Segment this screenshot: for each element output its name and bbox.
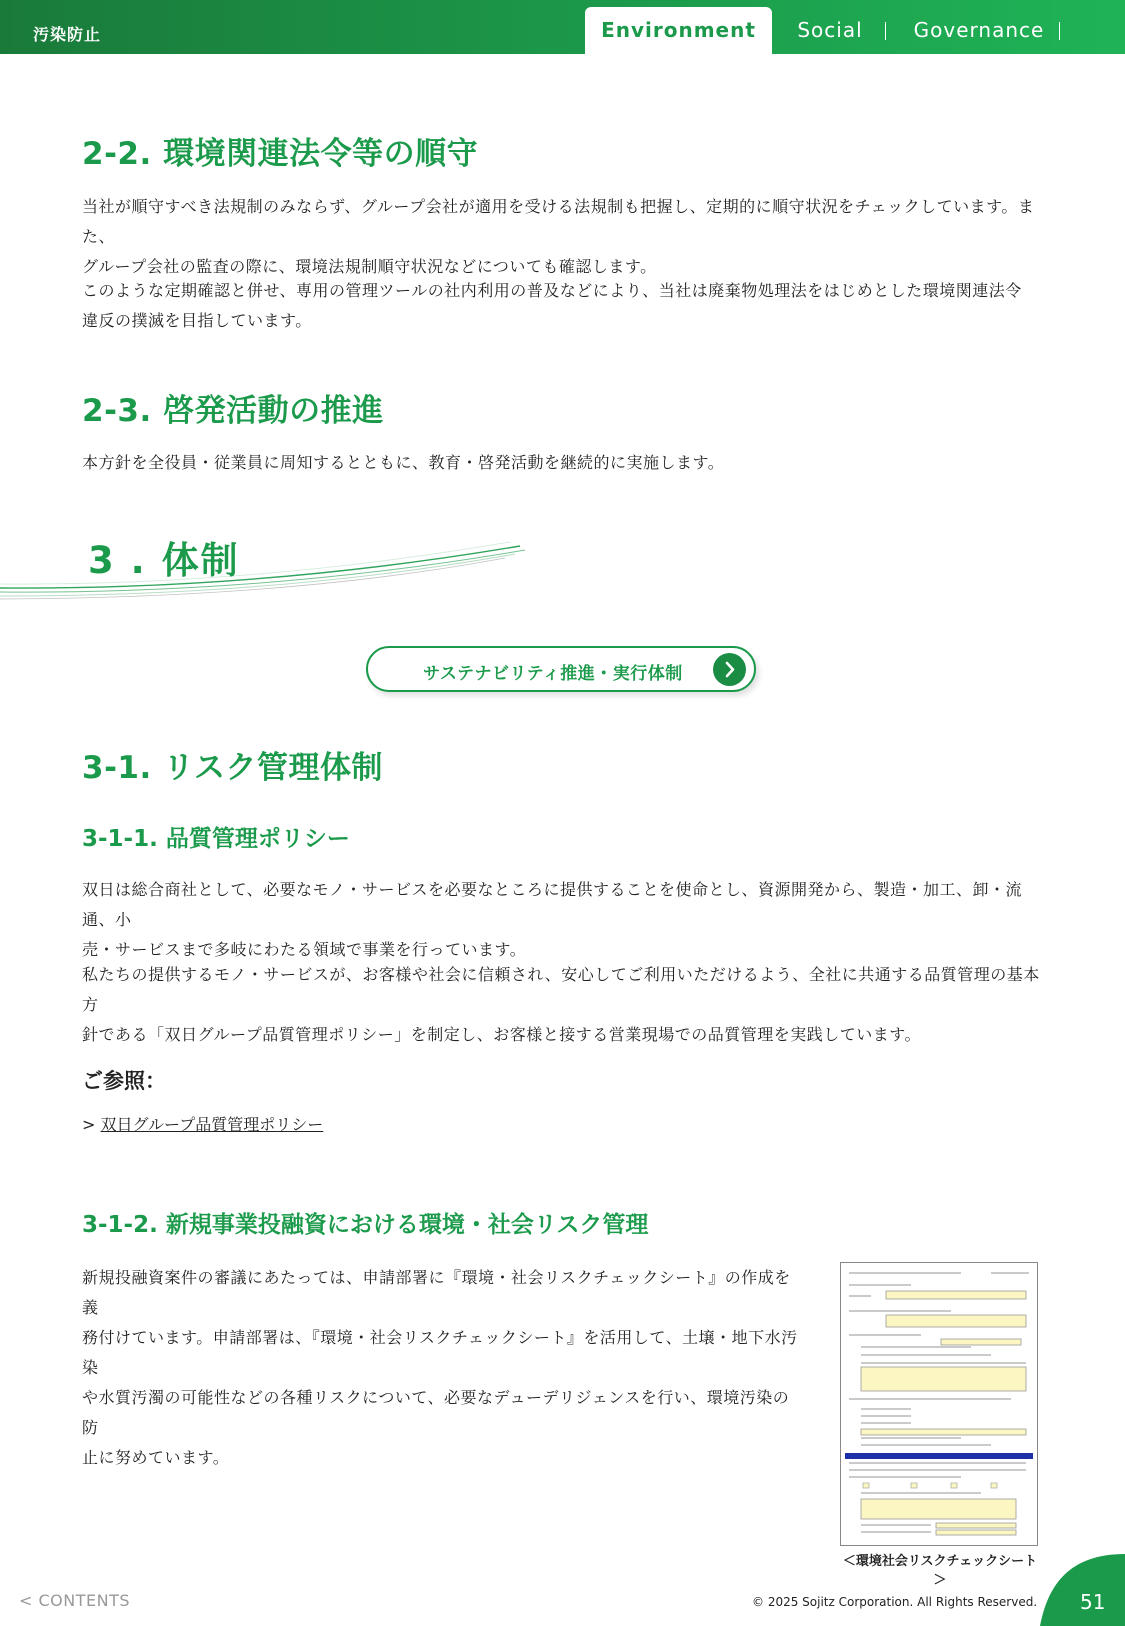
paragraph-line: や水質汚濁の可能性などの各種リスクについて、必要なデューデリジェンスを行い、環境汚染の防: [82, 1388, 790, 1437]
top-header: [0, 0, 1125, 54]
reference-arrow: >: [82, 1115, 96, 1134]
paragraph-line: 針である「双日グループ品質管理ポリシー」を制定し、お客様と接する営業現場での品質管理を実践しています。: [82, 1025, 921, 1044]
section-2-2-title: 2-2. 環境関連法令等の順守: [82, 136, 479, 172]
risk-check-sheet-caption: ＜環境社会リスクチェックシート＞: [842, 1554, 1038, 1588]
contents-link[interactable]: < CONTENTS: [19, 1591, 131, 1610]
section-3-1-1-paragraph-2: [82, 960, 1052, 1050]
tab-environment[interactable]: Environment: [585, 7, 772, 54]
paragraph-line: 違反の撲滅を目指しています。: [82, 311, 312, 330]
chapter-swoosh-decoration: [0, 540, 530, 600]
section-label: 汚染防止: [33, 25, 102, 44]
chevron-right-icon: [713, 653, 746, 686]
risk-check-sheet-image: [840, 1262, 1038, 1546]
paragraph-line: 務付けています。申請部署は、『環境・社会リスクチェックシート』を活用して、土壌・地下水汚染: [82, 1328, 798, 1377]
paragraph-line: グループ会社の監査の際に、環境法規制順守状況などについても確認します。: [82, 257, 657, 276]
tab-governance[interactable]: Governance: [913, 18, 1045, 42]
section-2-3-paragraph: 本方針を全役員・従業員に周知するとともに、教育・啓発活動を継続的に実施します。: [82, 453, 725, 472]
tab-separator: [885, 22, 886, 40]
section-3-1-title: 3-1. リスク管理体制: [82, 750, 383, 786]
section-3-1-1-title: 3-1-1. 品質管理ポリシー: [82, 826, 350, 852]
section-3-1-2-title: 3-1-2. 新規事業投融資における環境・社会リスク管理: [82, 1212, 649, 1238]
paragraph-line: 当社が順守すべき法規制のみならず、グループ会社が適用を受ける法規制も把握し、定期的に順守状況をチェックしています。また、: [82, 197, 1035, 246]
section-2-2-paragraph-1: [82, 192, 1052, 282]
page-number: 51: [1080, 1590, 1106, 1614]
section-2-3-title: 2-3. 啓発活動の推進: [82, 393, 384, 429]
chapter-3-title: 3 . 体制: [88, 539, 240, 582]
section-3-1-1-paragraph-1: [82, 875, 1052, 965]
paragraph-line: 私たちの提供するモノ・サービスが、お客様や社会に信頼され、安心してご利用いただけるよう、全社に共通する品質管理の基本方: [82, 965, 1040, 1014]
tab-social[interactable]: Social: [797, 18, 863, 42]
paragraph-line: このような定期確認と併せ、専用の管理ツールの社内利用の普及などにより、当社は廃棄物処理法をはじめとした環境関連法令: [82, 281, 1022, 300]
paragraph-line: 止に努めています。: [82, 1448, 230, 1467]
paragraph-line: 新規投融資案件の審議にあたっては、申請部署に『環境・社会リスクチェックシート』の作成を義: [82, 1268, 791, 1317]
reference-heading: ご参照：: [82, 1069, 166, 1093]
section-3-1-2-paragraph: [82, 1263, 802, 1473]
section-2-2-paragraph-2: [82, 276, 1052, 336]
sustainability-structure-label: サステナビリティ推進・実行体制: [423, 664, 683, 684]
reference-link-row: [82, 1112, 323, 1135]
quality-policy-link[interactable]: 双日グループ品質管理ポリシー: [100, 1115, 324, 1134]
paragraph-line: 双日は総合商社として、必要なモノ・サービスを必要なところに提供することを使命とし、資源開発から、製造・加工、卸・流通、小: [82, 880, 1023, 929]
paragraph-line: 売・サービスまで多岐にわたる領域で事業を行っています。: [82, 940, 527, 959]
tab-separator: [1059, 22, 1060, 40]
sustainability-structure-button[interactable]: [366, 646, 756, 692]
copyright-text: © 2025 Sojitz Corporation. All Rights Reserved.: [752, 1595, 1038, 1609]
